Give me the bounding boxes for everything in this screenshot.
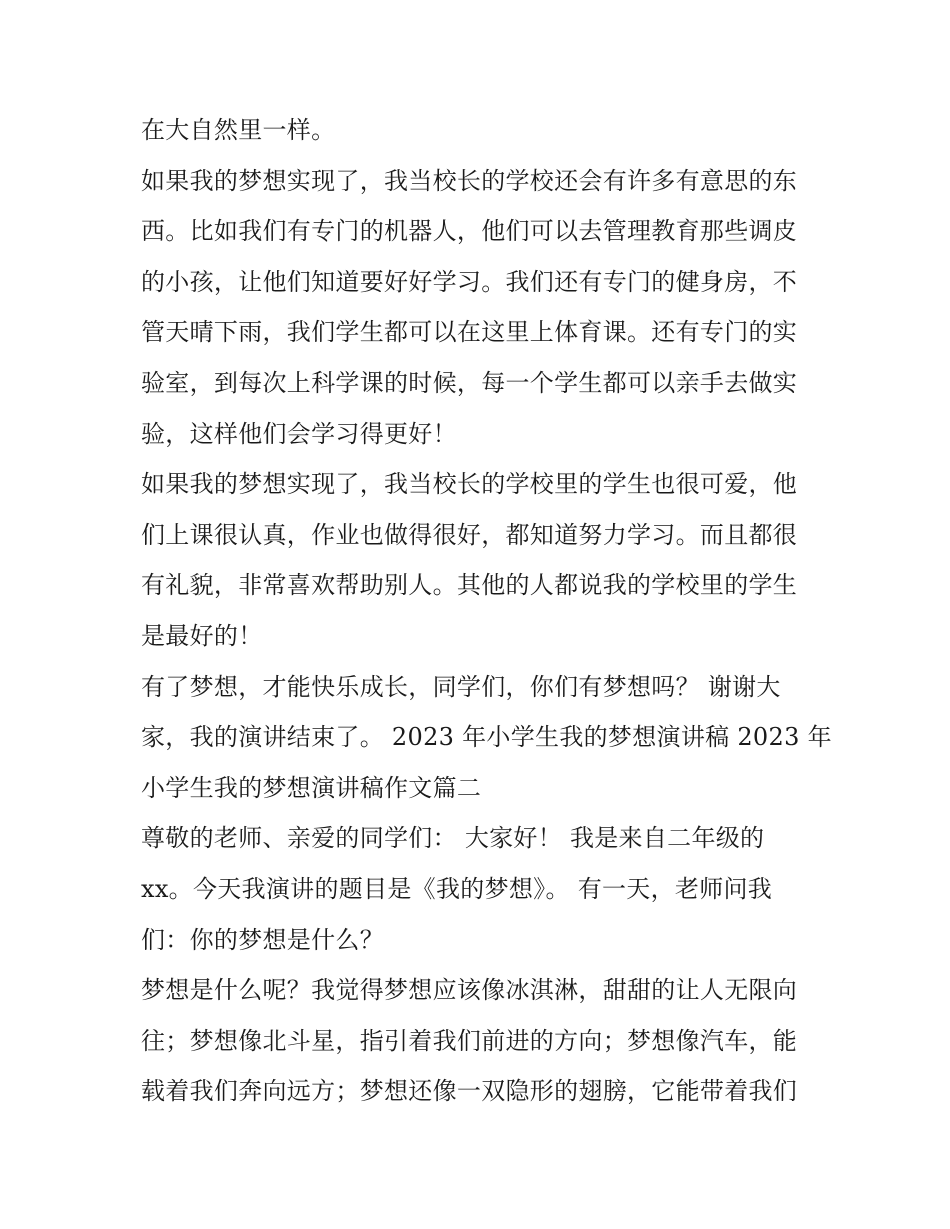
text-line: 家，我的演讲结束了。 2023 年小学生我的梦想演讲稿 2023 年: [141, 723, 832, 752]
text-line: 西。比如我们有专门的机器人，他们可以去管理教育那些调皮: [141, 217, 798, 246]
text-line: 如果我的梦想实现了，我当校长的学校里的学生也很可爱，他: [141, 470, 798, 499]
text-line: 验室，到每次上科学课的时候，每一个学生都可以亲手去做实: [141, 368, 798, 397]
text-line: 有礼貌，非常喜欢帮助别人。其他的人都说我的学校里的学生: [141, 571, 798, 600]
text-line: 验，这样他们会学习得更好！: [141, 419, 457, 448]
text-line: 有了梦想，才能快乐成长，同学们，你们有梦想吗？ 谢谢大: [141, 672, 781, 701]
text-line: 是最好的！: [141, 621, 263, 650]
text-line: 往；梦想像北斗星，指引着我们前进的方向；梦想像汽车，能: [141, 1026, 798, 1055]
text-line: 尊敬的老师、亲爱的同学们： 大家好！ 我是来自二年级的: [141, 824, 765, 853]
text-line: 如果我的梦想实现了，我当校长的学校还会有许多有意思的东: [141, 166, 798, 195]
text-line: 在大自然里一样。: [141, 116, 336, 144]
text-line: 们：你的梦想是什么？: [141, 925, 384, 954]
text-line: 载着我们奔向远方；梦想还像一双隐形的翅膀，它能带着我们: [141, 1077, 798, 1106]
text-line: xx。今天我演讲的题目是《我的梦想》。 有一天，老师问我: [141, 874, 773, 903]
text-line: 管天晴下雨，我们学生都可以在这里上体育课。还有专门的实: [141, 318, 798, 347]
text-line: 们上课很认真，作业也做得很好，都知道努力学习。而且都很: [141, 520, 798, 549]
text-line: 的小孩，让他们知道要好好学习。我们还有专门的健身房，不: [141, 267, 798, 296]
text-line: 小学生我的梦想演讲稿作文篇二: [141, 773, 482, 802]
text-line: 梦想是什么呢？我觉得梦想应该像冰淇淋，甜甜的让人无限向: [141, 976, 798, 1005]
body-text: [141, 105, 832, 1117]
